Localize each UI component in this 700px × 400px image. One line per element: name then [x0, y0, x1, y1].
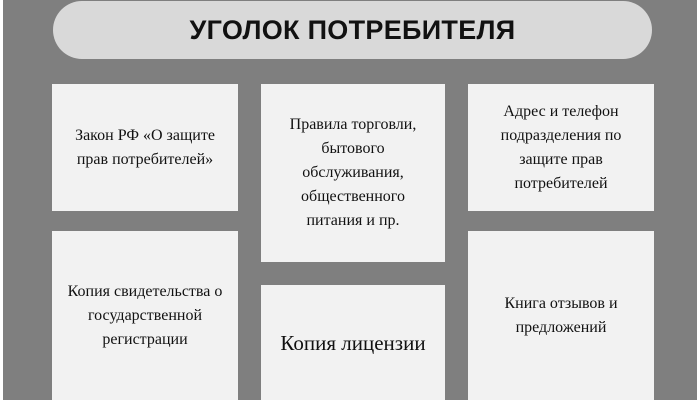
- board-title: УГОЛОК ПОТРЕБИТЕЛЯ: [189, 14, 516, 45]
- card-text: Правила торговли, бытового обслуживания, общественного питания и пр.: [289, 116, 417, 229]
- card-consumer-protection-law: [52, 84, 238, 211]
- board-title-banner: [53, 1, 652, 59]
- card-trade-rules: [261, 84, 445, 262]
- card-license-copy: [261, 285, 445, 400]
- card-text: Книга отзывов и предложений: [504, 294, 618, 336]
- card-text: Копия лицензии: [280, 330, 426, 355]
- card-text: Адрес и телефон подразделения по защите прав потребителей: [500, 102, 622, 192]
- card-text: Копия свидетельства о государственной регистрации: [67, 282, 223, 348]
- card-feedback-book: [468, 231, 654, 400]
- card-registration-certificate: [52, 231, 238, 400]
- card-text: Закон РФ «О защите прав потребителей»: [75, 126, 215, 168]
- consumer-corner-board: [3, 0, 697, 400]
- card-consumer-protection-contact: [468, 84, 654, 211]
